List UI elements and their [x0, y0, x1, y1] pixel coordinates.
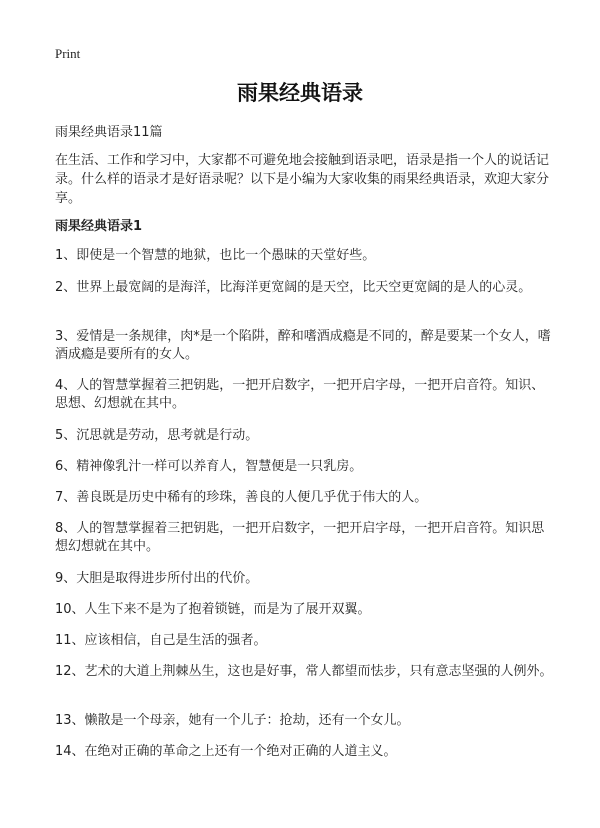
quote-item: 6、精神像乳汁一样可以养育人，智慧便是一只乳房。	[55, 459, 363, 474]
section-heading: 雨果经典语录1	[55, 219, 143, 234]
quote-item: 4、人的智慧掌握着三把钥匙，一把开启数字，一把开启字母，一把开启音符。知识、思想、幻想就在其中。	[55, 378, 545, 411]
quote-item: 8、人的智慧掌握着三把钥匙，一把开启数字，一把开启字母，一把开启音符。知识思想幻想就在其中。	[55, 521, 545, 554]
quote-item: 5、沉思就是劳动，思考就是行动。	[55, 428, 259, 443]
intro-paragraph: 在生活、工作和学习中，大家都不可避免地会接触到语录吧，语录是指一个人的说话记录。什么样的语录才是好语录呢？以下是小编为大家收集的雨果经典语录，欢迎大家分享。	[55, 153, 550, 206]
quote-item: 11、应该相信，自己是生活的强者。	[55, 633, 267, 648]
quote-item: 14、在绝对正确的革命之上还有一个绝对正确的人道主义。	[55, 744, 397, 759]
quote-item: 9、大胆是取得进步所付出的代价。	[55, 571, 259, 586]
document-subtitle: 雨果经典语录11篇	[55, 125, 163, 140]
quote-item: 13、懒散是一个母亲，她有一个儿子：抢劫，还有一个女儿。	[55, 713, 410, 728]
quote-item: 1、即使是一个智慧的地狱，也比一个愚昧的天堂好些。	[55, 248, 376, 263]
quote-item: 10、人生下来不是为了抱着锁链，而是为了展开双翼。	[55, 602, 371, 617]
print-link[interactable]: Print	[55, 46, 81, 61]
quote-item: 2、世界上最宽阔的是海洋，比海洋更宽阔的是天空，比天空更宽阔的是人的心灵。	[55, 280, 532, 295]
quote-item: 3、爱情是一条规律，肉*是一个陷阱，醉和嗜酒成瘾是不同的，醉是要某一个女人，嗜酒成瘾是要所有的女人。	[55, 329, 551, 362]
page-title: 雨果经典语录	[237, 81, 363, 105]
quote-item: 7、善良既是历史中稀有的珍珠，善良的人便几乎优于伟大的人。	[55, 490, 428, 505]
quote-item: 12、艺术的大道上荆棘丛生，这也是好事，常人都望而怯步，只有意志坚强的人例外。	[55, 664, 553, 679]
